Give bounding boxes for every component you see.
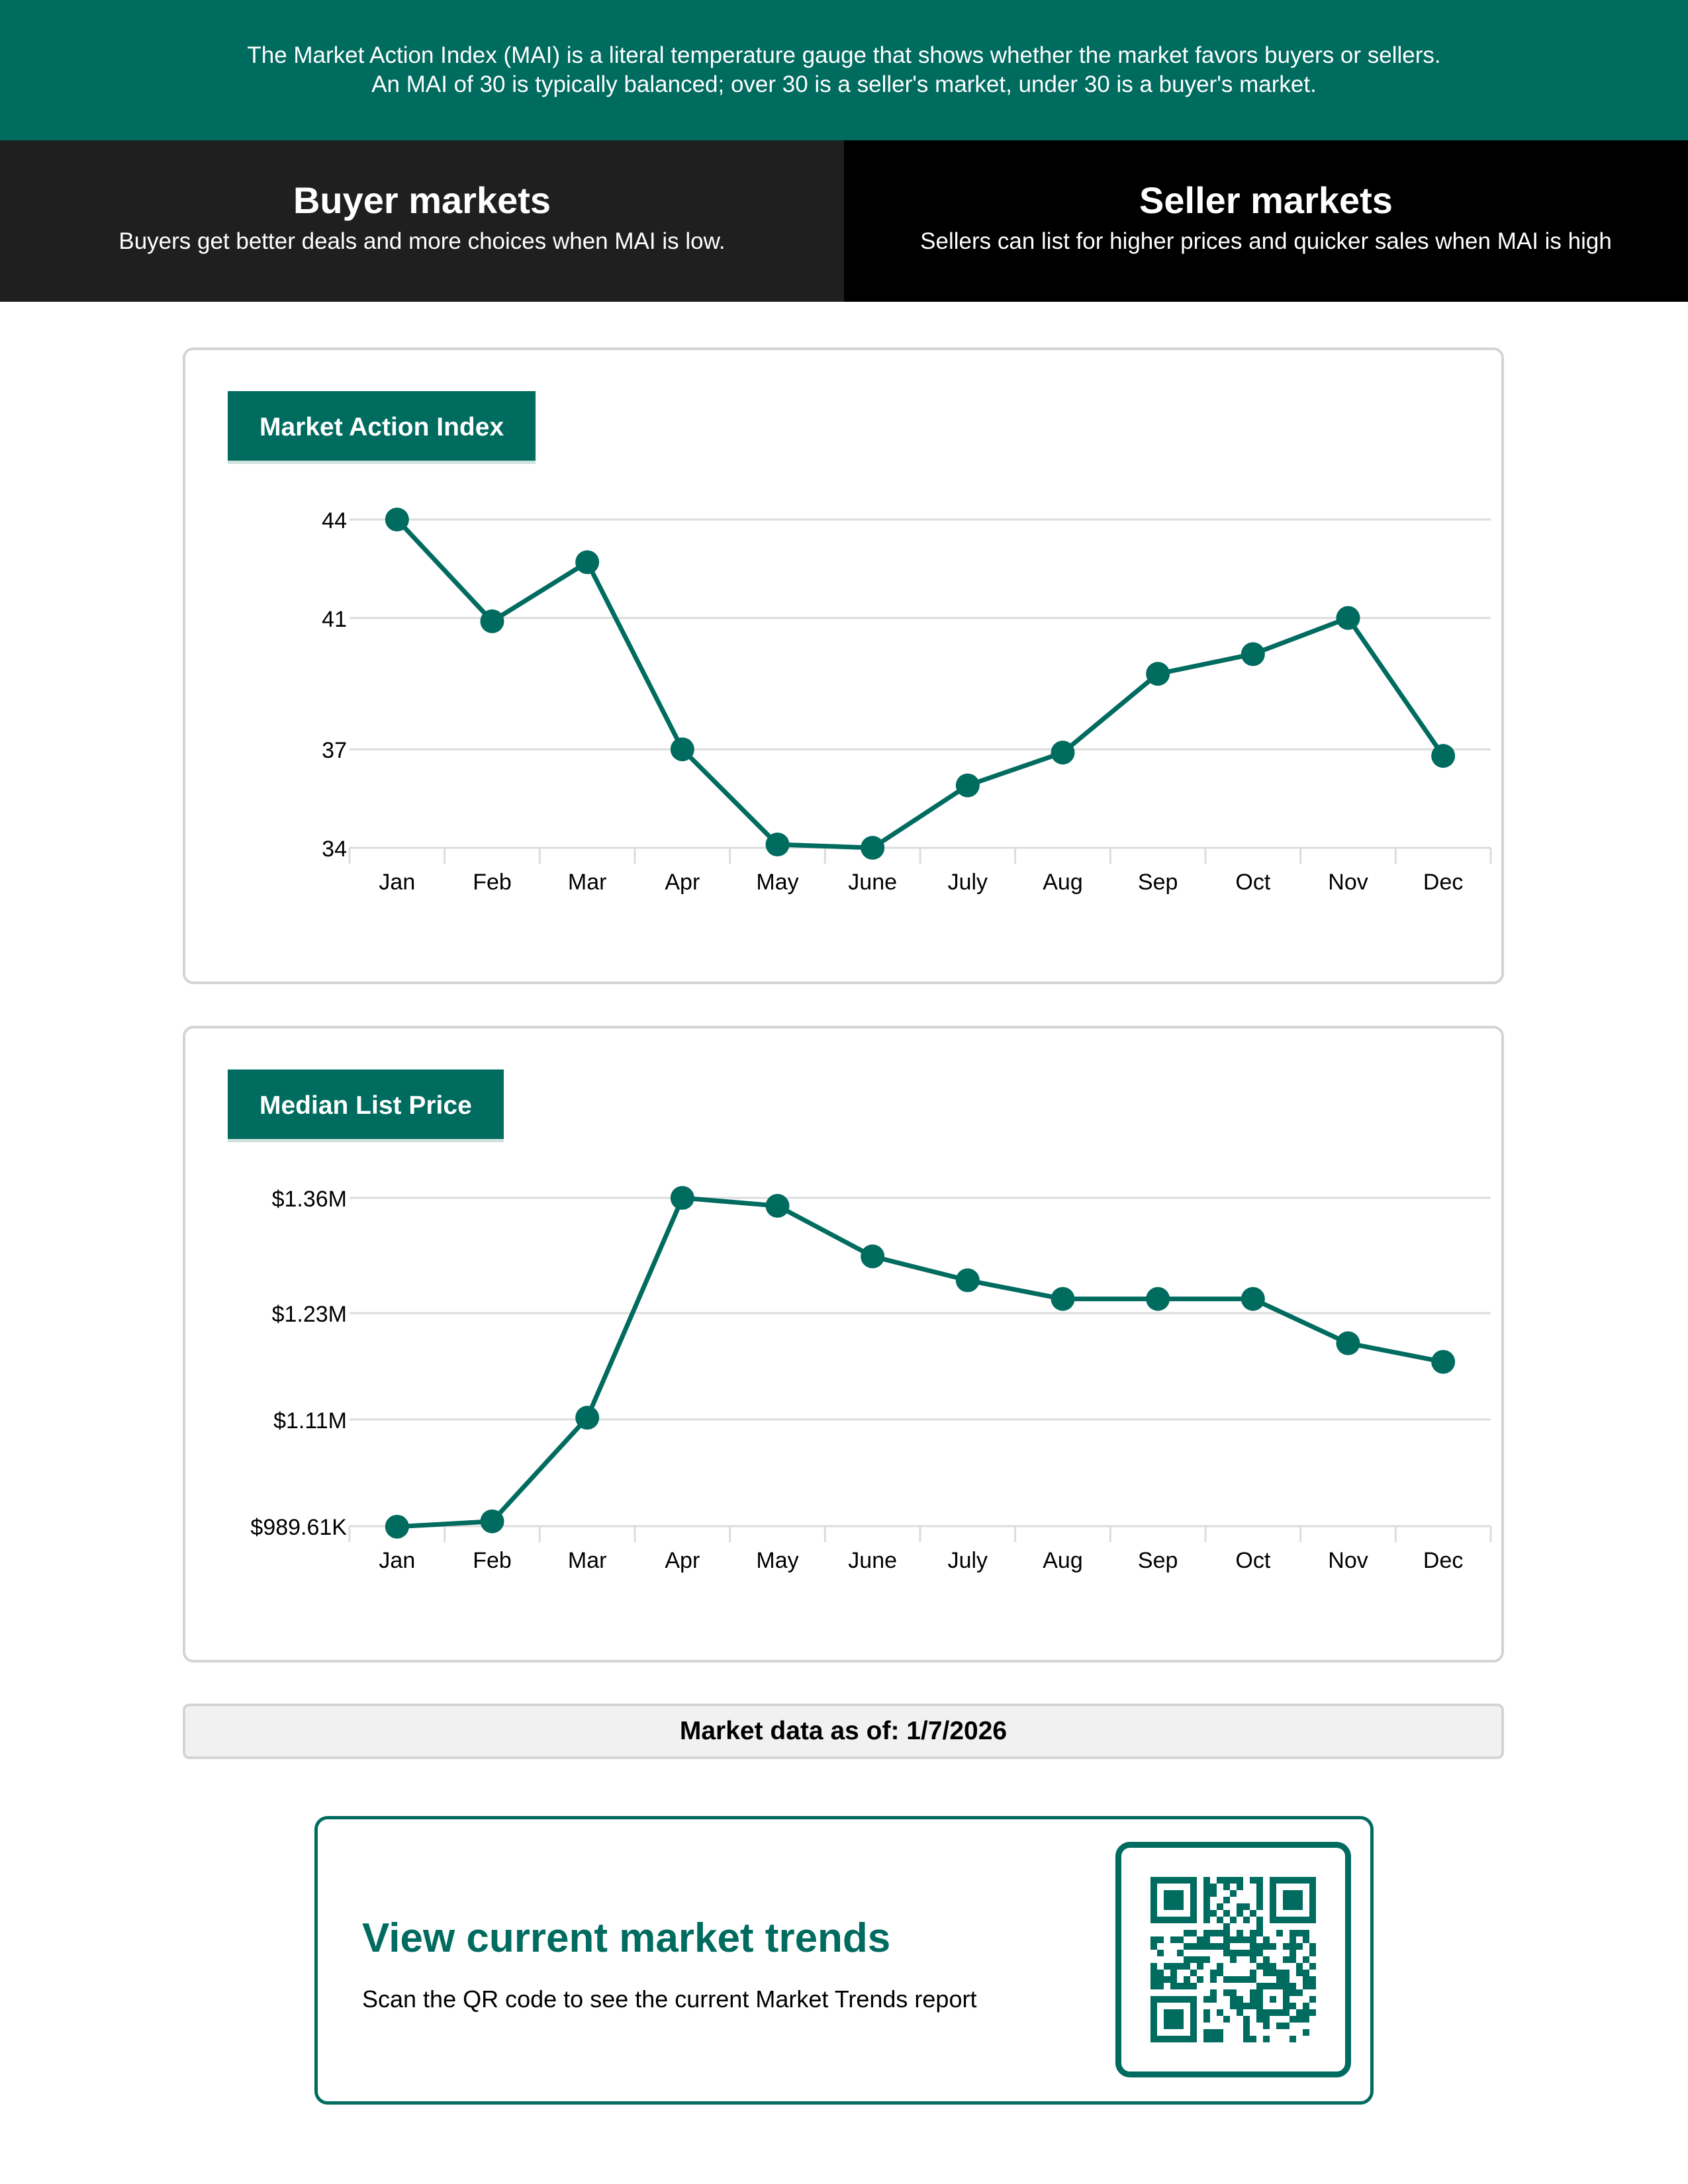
x-tick-label: Sep: [1137, 870, 1178, 895]
y-tick-label: $1.11M: [273, 1408, 347, 1433]
series-line: [397, 520, 1443, 848]
x-tick-label: Nov: [1328, 870, 1368, 895]
data-point: [956, 1269, 980, 1293]
x-tick-label: July: [947, 870, 988, 895]
buyer-markets-title: Buyer markets: [293, 179, 551, 221]
intro-line-1: The Market Action Index (MAI) is a literal temperature gauge that shows whether the market favors buyers or sellers.: [247, 42, 1441, 68]
x-tick-label: Sep: [1137, 1548, 1178, 1573]
y-tick-label: 37: [322, 738, 347, 764]
intro-line-2: An MAI of 30 is typically balanced; over 30 is a seller's market, under 30 is a buyer's market.: [371, 71, 1317, 97]
x-tick-label: Apr: [665, 870, 700, 895]
data-point: [1146, 662, 1170, 686]
qr-code-frame[interactable]: [1115, 1842, 1351, 2077]
x-tick-label: Jan: [379, 870, 416, 895]
data-point: [766, 1194, 790, 1218]
x-tick-label: Dec: [1423, 1548, 1464, 1573]
data-point: [956, 774, 980, 797]
y-tick-label: 34: [322, 837, 347, 862]
data-point: [385, 1515, 409, 1539]
data-point: [1336, 606, 1360, 630]
data-point: [1241, 1287, 1265, 1311]
data-point: [1241, 642, 1265, 666]
seller-markets-description: Sellers can list for higher prices and quicker sales when MAI is high: [920, 228, 1612, 254]
data-point: [1051, 741, 1075, 764]
data-point: [1431, 1350, 1455, 1374]
market-trends-callout[interactable]: [314, 1816, 1374, 2105]
x-tick-label: May: [756, 870, 799, 895]
x-tick-label: Oct: [1235, 870, 1271, 895]
data-point: [1051, 1287, 1075, 1311]
seller-markets-title: Seller markets: [1139, 179, 1393, 221]
x-tick-label: Mar: [567, 1548, 607, 1573]
y-tick-label: 41: [322, 606, 347, 632]
qr-modules: [1150, 1877, 1316, 2042]
market-trends-description: Scan the QR code to see the current Market Trends report: [362, 1985, 977, 2013]
data-point: [766, 833, 790, 856]
y-tick-label: $989.61K: [250, 1515, 347, 1540]
data-point: [1431, 744, 1455, 768]
y-tick-label: 44: [322, 508, 347, 533]
data-point: [671, 737, 694, 761]
market-data-date: Market data as of: 1/7/2026: [183, 1704, 1504, 1759]
x-tick-label: Jan: [379, 1548, 416, 1573]
intro-banner: [0, 0, 1688, 140]
qr-code-icon[interactable]: [1150, 1877, 1316, 2042]
data-point: [861, 1244, 884, 1268]
median-list-price-chart: [185, 1028, 1501, 1660]
data-point: [385, 508, 409, 531]
median-list-price-card: [183, 1026, 1504, 1662]
x-tick-label: Oct: [1235, 1548, 1271, 1573]
x-tick-label: June: [848, 870, 898, 895]
data-point: [1336, 1332, 1360, 1355]
x-tick-label: Apr: [665, 1548, 700, 1573]
x-tick-label: Mar: [567, 870, 607, 895]
x-tick-label: Nov: [1328, 1548, 1368, 1573]
data-point: [1146, 1287, 1170, 1311]
median-list-price-title: Median List Price: [228, 1069, 504, 1142]
y-tick-label: $1.36M: [271, 1187, 347, 1212]
data-point: [575, 1406, 599, 1430]
data-point: [671, 1186, 694, 1210]
x-tick-label: Feb: [473, 870, 512, 895]
x-tick-label: May: [756, 1548, 799, 1573]
x-tick-label: July: [947, 1548, 988, 1573]
data-point: [481, 610, 504, 633]
data-point: [861, 836, 884, 860]
x-tick-label: Feb: [473, 1548, 512, 1573]
data-point: [575, 550, 599, 574]
market-action-index-chart: [185, 350, 1501, 981]
seller-markets-panel: [844, 140, 1688, 302]
x-tick-label: Aug: [1043, 870, 1083, 895]
buyer-markets-panel: [0, 140, 844, 302]
x-tick-label: June: [848, 1548, 898, 1573]
data-point: [481, 1510, 504, 1533]
market-action-index-card: [183, 347, 1504, 984]
series-line: [397, 1198, 1443, 1527]
y-tick-label: $1.23M: [271, 1302, 347, 1328]
market-action-index-title: Market Action Index: [228, 391, 536, 464]
x-tick-label: Aug: [1043, 1548, 1083, 1573]
market-trends-title: View current market trends: [362, 1915, 891, 1961]
buyer-markets-description: Buyers get better deals and more choices when MAI is low.: [118, 228, 726, 254]
x-tick-label: Dec: [1423, 870, 1464, 895]
